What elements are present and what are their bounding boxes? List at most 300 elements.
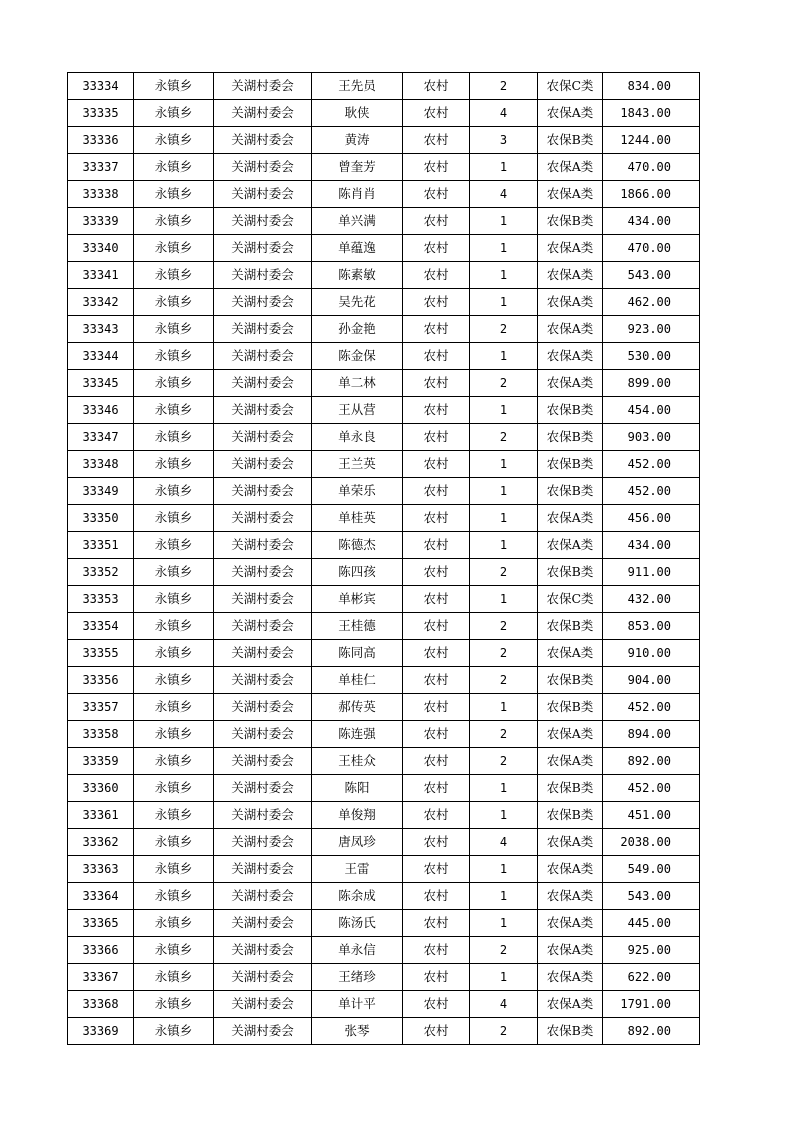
table-row [68, 991, 700, 1018]
table-row [68, 613, 700, 640]
person-name-cell: 单荣乐 [312, 478, 403, 505]
table-row [68, 937, 700, 964]
township-cell: 永镇乡 [134, 721, 214, 748]
village-committee-cell: 关湖村委会 [214, 1018, 312, 1045]
person-name-cell: 王从营 [312, 397, 403, 424]
person-name-cell: 陈连强 [312, 721, 403, 748]
amount-cell: 1791.00 [603, 991, 700, 1018]
household-type-cell: 农村 [403, 586, 470, 613]
amount-cell: 462.00 [603, 289, 700, 316]
township-cell: 永镇乡 [134, 910, 214, 937]
township-cell: 永镇乡 [134, 1018, 214, 1045]
table-row [68, 694, 700, 721]
person-name-cell: 单彬宾 [312, 586, 403, 613]
table-row [68, 721, 700, 748]
person-name-cell: 陈素敏 [312, 262, 403, 289]
amount-cell: 452.00 [603, 775, 700, 802]
category-cell: 农保A类 [538, 910, 603, 937]
roster-body [68, 73, 700, 1045]
category-cell: 农保A类 [538, 316, 603, 343]
village-committee-cell: 关湖村委会 [214, 748, 312, 775]
household-type-cell: 农村 [403, 262, 470, 289]
record-id-cell: 33355 [68, 640, 134, 667]
township-cell: 永镇乡 [134, 451, 214, 478]
household-type-cell: 农村 [403, 289, 470, 316]
amount-cell: 1866.00 [603, 181, 700, 208]
record-id-cell: 33335 [68, 100, 134, 127]
category-cell: 农保B类 [538, 397, 603, 424]
table-row [68, 748, 700, 775]
record-id-cell: 33359 [68, 748, 134, 775]
member-count-cell: 1 [470, 208, 538, 235]
household-type-cell: 农村 [403, 100, 470, 127]
record-id-cell: 33345 [68, 370, 134, 397]
household-type-cell: 农村 [403, 451, 470, 478]
amount-cell: 432.00 [603, 586, 700, 613]
township-cell: 永镇乡 [134, 100, 214, 127]
member-count-cell: 1 [470, 478, 538, 505]
member-count-cell: 1 [470, 910, 538, 937]
member-count-cell: 1 [470, 532, 538, 559]
category-cell: 农保B类 [538, 802, 603, 829]
township-cell: 永镇乡 [134, 559, 214, 586]
record-id-cell: 33369 [68, 1018, 134, 1045]
household-type-cell: 农村 [403, 748, 470, 775]
household-type-cell: 农村 [403, 640, 470, 667]
table-row [68, 640, 700, 667]
member-count-cell: 4 [470, 991, 538, 1018]
person-name-cell: 单俊翔 [312, 802, 403, 829]
category-cell: 农保A类 [538, 343, 603, 370]
person-name-cell: 陈阳 [312, 775, 403, 802]
table-row [68, 154, 700, 181]
village-committee-cell: 关湖村委会 [214, 262, 312, 289]
record-id-cell: 33350 [68, 505, 134, 532]
amount-cell: 834.00 [603, 73, 700, 100]
person-name-cell: 单永信 [312, 937, 403, 964]
household-type-cell: 农村 [403, 964, 470, 991]
member-count-cell: 2 [470, 559, 538, 586]
township-cell: 永镇乡 [134, 991, 214, 1018]
record-id-cell: 33362 [68, 829, 134, 856]
household-type-cell: 农村 [403, 370, 470, 397]
township-cell: 永镇乡 [134, 802, 214, 829]
table-row [68, 370, 700, 397]
member-count-cell: 4 [470, 181, 538, 208]
person-name-cell: 单计平 [312, 991, 403, 1018]
category-cell: 农保B类 [538, 451, 603, 478]
member-count-cell: 2 [470, 1018, 538, 1045]
record-id-cell: 33357 [68, 694, 134, 721]
person-name-cell: 单桂英 [312, 505, 403, 532]
category-cell: 农保A类 [538, 748, 603, 775]
village-committee-cell: 关湖村委会 [214, 586, 312, 613]
amount-cell: 1843.00 [603, 100, 700, 127]
village-committee-cell: 关湖村委会 [214, 370, 312, 397]
category-cell: 农保A类 [538, 262, 603, 289]
table-row [68, 505, 700, 532]
person-name-cell: 曾奎芳 [312, 154, 403, 181]
amount-cell: 549.00 [603, 856, 700, 883]
village-committee-cell: 关湖村委会 [214, 73, 312, 100]
table-row [68, 478, 700, 505]
village-committee-cell: 关湖村委会 [214, 640, 312, 667]
member-count-cell: 2 [470, 370, 538, 397]
township-cell: 永镇乡 [134, 262, 214, 289]
person-name-cell: 陈德杰 [312, 532, 403, 559]
township-cell: 永镇乡 [134, 127, 214, 154]
amount-cell: 452.00 [603, 451, 700, 478]
amount-cell: 543.00 [603, 883, 700, 910]
record-id-cell: 33360 [68, 775, 134, 802]
township-cell: 永镇乡 [134, 883, 214, 910]
amount-cell: 451.00 [603, 802, 700, 829]
village-committee-cell: 关湖村委会 [214, 721, 312, 748]
member-count-cell: 1 [470, 586, 538, 613]
member-count-cell: 1 [470, 289, 538, 316]
amount-cell: 911.00 [603, 559, 700, 586]
village-committee-cell: 关湖村委会 [214, 181, 312, 208]
township-cell: 永镇乡 [134, 856, 214, 883]
person-name-cell: 单桂仁 [312, 667, 403, 694]
amount-cell: 470.00 [603, 154, 700, 181]
person-name-cell: 陈汤氏 [312, 910, 403, 937]
record-id-cell: 33334 [68, 73, 134, 100]
person-name-cell: 耿侠 [312, 100, 403, 127]
household-type-cell: 农村 [403, 937, 470, 964]
person-name-cell: 单永良 [312, 424, 403, 451]
category-cell: 农保B类 [538, 478, 603, 505]
township-cell: 永镇乡 [134, 586, 214, 613]
township-cell: 永镇乡 [134, 316, 214, 343]
category-cell: 农保A类 [538, 532, 603, 559]
table-row [68, 289, 700, 316]
table-row [68, 397, 700, 424]
member-count-cell: 1 [470, 451, 538, 478]
township-cell: 永镇乡 [134, 748, 214, 775]
person-name-cell: 王绪珍 [312, 964, 403, 991]
village-committee-cell: 关湖村委会 [214, 613, 312, 640]
township-cell: 永镇乡 [134, 505, 214, 532]
household-type-cell: 农村 [403, 775, 470, 802]
household-type-cell: 农村 [403, 478, 470, 505]
amount-cell: 910.00 [603, 640, 700, 667]
table-row [68, 181, 700, 208]
village-committee-cell: 关湖村委会 [214, 451, 312, 478]
record-id-cell: 33365 [68, 910, 134, 937]
village-committee-cell: 关湖村委会 [214, 964, 312, 991]
village-committee-cell: 关湖村委会 [214, 289, 312, 316]
record-id-cell: 33341 [68, 262, 134, 289]
category-cell: 农保A类 [538, 154, 603, 181]
village-committee-cell: 关湖村委会 [214, 505, 312, 532]
table-row [68, 73, 700, 100]
table-row [68, 559, 700, 586]
table-row [68, 1018, 700, 1045]
member-count-cell: 4 [470, 100, 538, 127]
person-name-cell: 陈余成 [312, 883, 403, 910]
record-id-cell: 33368 [68, 991, 134, 1018]
township-cell: 永镇乡 [134, 640, 214, 667]
table-row [68, 964, 700, 991]
table-row [68, 235, 700, 262]
record-id-cell: 33336 [68, 127, 134, 154]
township-cell: 永镇乡 [134, 235, 214, 262]
amount-cell: 2038.00 [603, 829, 700, 856]
category-cell: 农保C类 [538, 73, 603, 100]
household-type-cell: 农村 [403, 424, 470, 451]
member-count-cell: 2 [470, 613, 538, 640]
record-id-cell: 33342 [68, 289, 134, 316]
township-cell: 永镇乡 [134, 397, 214, 424]
amount-cell: 899.00 [603, 370, 700, 397]
household-type-cell: 农村 [403, 721, 470, 748]
category-cell: 农保B类 [538, 667, 603, 694]
person-name-cell: 单二林 [312, 370, 403, 397]
village-committee-cell: 关湖村委会 [214, 937, 312, 964]
member-count-cell: 2 [470, 721, 538, 748]
category-cell: 农保A类 [538, 829, 603, 856]
table-row [68, 208, 700, 235]
table-row [68, 262, 700, 289]
village-committee-cell: 关湖村委会 [214, 559, 312, 586]
record-id-cell: 33340 [68, 235, 134, 262]
village-committee-cell: 关湖村委会 [214, 991, 312, 1018]
record-id-cell: 33347 [68, 424, 134, 451]
member-count-cell: 2 [470, 316, 538, 343]
record-id-cell: 33338 [68, 181, 134, 208]
township-cell: 永镇乡 [134, 73, 214, 100]
village-committee-cell: 关湖村委会 [214, 397, 312, 424]
township-cell: 永镇乡 [134, 343, 214, 370]
category-cell: 农保B类 [538, 613, 603, 640]
township-cell: 永镇乡 [134, 937, 214, 964]
record-id-cell: 33361 [68, 802, 134, 829]
assistance-roster-table [67, 72, 700, 1045]
category-cell: 农保A类 [538, 235, 603, 262]
member-count-cell: 1 [470, 694, 538, 721]
amount-cell: 445.00 [603, 910, 700, 937]
household-type-cell: 农村 [403, 1018, 470, 1045]
category-cell: 农保A类 [538, 883, 603, 910]
table-row [68, 424, 700, 451]
table-row [68, 775, 700, 802]
household-type-cell: 农村 [403, 505, 470, 532]
category-cell: 农保B类 [538, 208, 603, 235]
amount-cell: 456.00 [603, 505, 700, 532]
member-count-cell: 1 [470, 802, 538, 829]
township-cell: 永镇乡 [134, 775, 214, 802]
category-cell: 农保A类 [538, 181, 603, 208]
village-committee-cell: 关湖村委会 [214, 775, 312, 802]
member-count-cell: 2 [470, 73, 538, 100]
person-name-cell: 王桂德 [312, 613, 403, 640]
record-id-cell: 33348 [68, 451, 134, 478]
table-row [68, 316, 700, 343]
record-id-cell: 33353 [68, 586, 134, 613]
village-committee-cell: 关湖村委会 [214, 667, 312, 694]
township-cell: 永镇乡 [134, 532, 214, 559]
table-row [68, 451, 700, 478]
category-cell: 农保A类 [538, 289, 603, 316]
village-committee-cell: 关湖村委会 [214, 100, 312, 127]
village-committee-cell: 关湖村委会 [214, 343, 312, 370]
amount-cell: 622.00 [603, 964, 700, 991]
member-count-cell: 4 [470, 829, 538, 856]
record-id-cell: 33366 [68, 937, 134, 964]
household-type-cell: 农村 [403, 802, 470, 829]
household-type-cell: 农村 [403, 181, 470, 208]
member-count-cell: 2 [470, 667, 538, 694]
household-type-cell: 农村 [403, 883, 470, 910]
category-cell: 农保A类 [538, 964, 603, 991]
category-cell: 农保A类 [538, 100, 603, 127]
amount-cell: 530.00 [603, 343, 700, 370]
record-id-cell: 33352 [68, 559, 134, 586]
village-committee-cell: 关湖村委会 [214, 910, 312, 937]
amount-cell: 892.00 [603, 1018, 700, 1045]
household-type-cell: 农村 [403, 829, 470, 856]
amount-cell: 434.00 [603, 532, 700, 559]
person-name-cell: 张琴 [312, 1018, 403, 1045]
township-cell: 永镇乡 [134, 613, 214, 640]
household-type-cell: 农村 [403, 694, 470, 721]
member-count-cell: 2 [470, 424, 538, 451]
record-id-cell: 33367 [68, 964, 134, 991]
township-cell: 永镇乡 [134, 370, 214, 397]
category-cell: 农保A类 [538, 640, 603, 667]
record-id-cell: 33346 [68, 397, 134, 424]
amount-cell: 470.00 [603, 235, 700, 262]
member-count-cell: 2 [470, 640, 538, 667]
village-committee-cell: 关湖村委会 [214, 856, 312, 883]
village-committee-cell: 关湖村委会 [214, 154, 312, 181]
township-cell: 永镇乡 [134, 829, 214, 856]
member-count-cell: 1 [470, 235, 538, 262]
amount-cell: 452.00 [603, 694, 700, 721]
person-name-cell: 黄涛 [312, 127, 403, 154]
household-type-cell: 农村 [403, 910, 470, 937]
member-count-cell: 2 [470, 748, 538, 775]
category-cell: 农保A类 [538, 937, 603, 964]
household-type-cell: 农村 [403, 397, 470, 424]
record-id-cell: 33363 [68, 856, 134, 883]
amount-cell: 894.00 [603, 721, 700, 748]
township-cell: 永镇乡 [134, 208, 214, 235]
category-cell: 农保B类 [538, 694, 603, 721]
person-name-cell: 孙金艳 [312, 316, 403, 343]
household-type-cell: 农村 [403, 154, 470, 181]
member-count-cell: 1 [470, 856, 538, 883]
township-cell: 永镇乡 [134, 289, 214, 316]
table-row [68, 667, 700, 694]
household-type-cell: 农村 [403, 208, 470, 235]
household-type-cell: 农村 [403, 73, 470, 100]
person-name-cell: 郝传英 [312, 694, 403, 721]
record-id-cell: 33344 [68, 343, 134, 370]
table-row [68, 100, 700, 127]
table-row [68, 532, 700, 559]
member-count-cell: 1 [470, 343, 538, 370]
person-name-cell: 王先员 [312, 73, 403, 100]
person-name-cell: 单兴满 [312, 208, 403, 235]
village-committee-cell: 关湖村委会 [214, 208, 312, 235]
amount-cell: 434.00 [603, 208, 700, 235]
household-type-cell: 农村 [403, 559, 470, 586]
amount-cell: 903.00 [603, 424, 700, 451]
record-id-cell: 33351 [68, 532, 134, 559]
category-cell: 农保B类 [538, 559, 603, 586]
member-count-cell: 1 [470, 883, 538, 910]
member-count-cell: 1 [470, 397, 538, 424]
township-cell: 永镇乡 [134, 964, 214, 991]
amount-cell: 923.00 [603, 316, 700, 343]
table-row [68, 829, 700, 856]
household-type-cell: 农村 [403, 235, 470, 262]
township-cell: 永镇乡 [134, 181, 214, 208]
person-name-cell: 王桂众 [312, 748, 403, 775]
village-committee-cell: 关湖村委会 [214, 316, 312, 343]
category-cell: 农保B类 [538, 775, 603, 802]
township-cell: 永镇乡 [134, 667, 214, 694]
category-cell: 农保B类 [538, 127, 603, 154]
household-type-cell: 农村 [403, 856, 470, 883]
village-committee-cell: 关湖村委会 [214, 694, 312, 721]
village-committee-cell: 关湖村委会 [214, 883, 312, 910]
member-count-cell: 1 [470, 262, 538, 289]
table-row [68, 343, 700, 370]
person-name-cell: 陈肖肖 [312, 181, 403, 208]
amount-cell: 853.00 [603, 613, 700, 640]
person-name-cell: 王雷 [312, 856, 403, 883]
township-cell: 永镇乡 [134, 694, 214, 721]
category-cell: 农保A类 [538, 991, 603, 1018]
household-type-cell: 农村 [403, 667, 470, 694]
amount-cell: 452.00 [603, 478, 700, 505]
category-cell: 农保A类 [538, 370, 603, 397]
amount-cell: 904.00 [603, 667, 700, 694]
village-committee-cell: 关湖村委会 [214, 127, 312, 154]
category-cell: 农保A类 [538, 721, 603, 748]
person-name-cell: 陈四孩 [312, 559, 403, 586]
household-type-cell: 农村 [403, 127, 470, 154]
record-id-cell: 33349 [68, 478, 134, 505]
member-count-cell: 1 [470, 964, 538, 991]
amount-cell: 454.00 [603, 397, 700, 424]
record-id-cell: 33364 [68, 883, 134, 910]
household-type-cell: 农村 [403, 532, 470, 559]
person-name-cell: 吴先花 [312, 289, 403, 316]
village-committee-cell: 关湖村委会 [214, 478, 312, 505]
person-name-cell: 王兰英 [312, 451, 403, 478]
village-committee-cell: 关湖村委会 [214, 235, 312, 262]
member-count-cell: 1 [470, 775, 538, 802]
village-committee-cell: 关湖村委会 [214, 424, 312, 451]
person-name-cell: 陈金保 [312, 343, 403, 370]
household-type-cell: 农村 [403, 991, 470, 1018]
table-row [68, 910, 700, 937]
village-committee-cell: 关湖村委会 [214, 532, 312, 559]
person-name-cell: 唐凤珍 [312, 829, 403, 856]
township-cell: 永镇乡 [134, 478, 214, 505]
category-cell: 农保B类 [538, 1018, 603, 1045]
amount-cell: 1244.00 [603, 127, 700, 154]
township-cell: 永镇乡 [134, 154, 214, 181]
amount-cell: 543.00 [603, 262, 700, 289]
record-id-cell: 33337 [68, 154, 134, 181]
record-id-cell: 33358 [68, 721, 134, 748]
person-name-cell: 单蕴逸 [312, 235, 403, 262]
